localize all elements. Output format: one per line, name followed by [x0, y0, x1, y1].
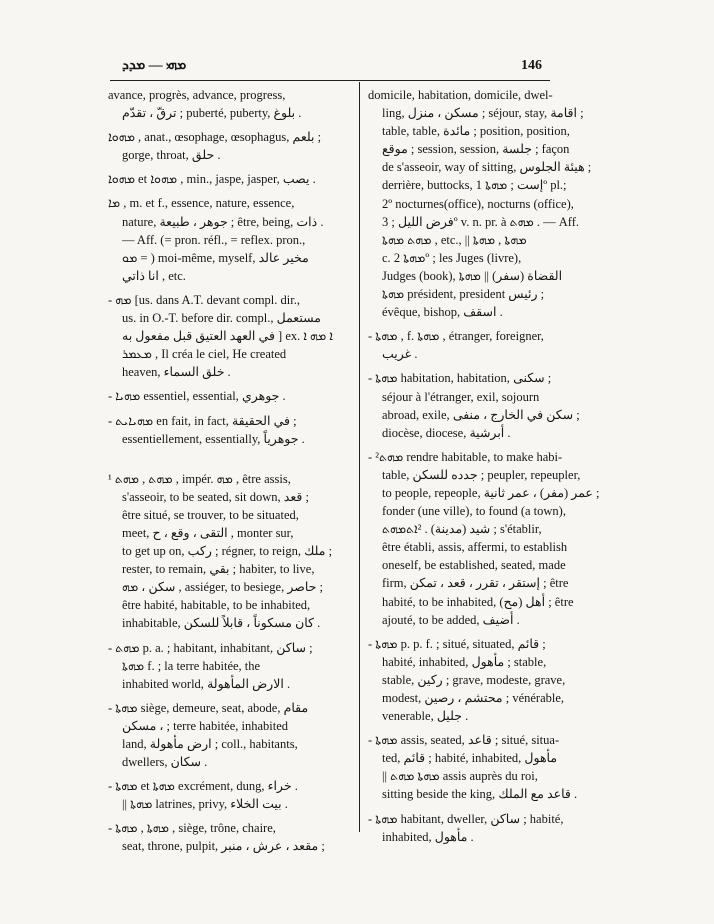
- entry-line: - ܡܗܬܐ habitation, habitation, سكنى ;: [368, 371, 552, 386]
- dictionary-entry: [108, 170, 344, 188]
- entry-line: seat, throne, pulpit, مقعد ، عرش ، منبر ;: [122, 839, 325, 854]
- entry-line: فرض الليل ; 3º v. n. pr. à ܡܗܬ . — Aff.: [382, 214, 580, 229]
- dictionary-entry: [368, 810, 604, 846]
- entry-line: - ܡܗܬܐ assis, seated, قاعد ; situé, situa-: [368, 733, 560, 748]
- entry-line: avance, progrès, advance, progress,: [108, 88, 286, 102]
- entry-line: - ܡܗܬ p. a. ; habitant, inhabitant, ساكن ;: [108, 640, 313, 655]
- entry-line: سكن ، ܡܗ , assiéger, to besiege, حاصر ;: [122, 580, 323, 595]
- entry-line: ܡܥܡܪ , Il créa le ciel, He created: [122, 347, 287, 362]
- entry-line: 2º nocturnes(office), nocturns (office),: [382, 196, 574, 211]
- dictionary-entry: [108, 699, 344, 771]
- dictionary-entry: [108, 819, 344, 855]
- entry-line: rester, to remain, بقي ; habiter, to live,: [122, 562, 315, 577]
- entry-line: gorge, throat, حلق .: [122, 148, 221, 163]
- dictionary-entry: [368, 635, 604, 725]
- entry-line: مسكن ، ; terre habitée, inhabited: [122, 718, 289, 733]
- entry-line: us. in O.-T. before dir. compl., مستعمل: [122, 311, 321, 326]
- entry-line: table, table, مائدة ; position, position,: [382, 124, 570, 139]
- dictionary-entry: [108, 777, 344, 813]
- dictionary-entry: [108, 639, 344, 693]
- dictionary-entry: [108, 128, 344, 164]
- entry-line: domicile, habitation, domicile, dwel-: [368, 88, 553, 102]
- entry-line: - ܡܗܬܐ siège, demeure, seat, abode, مقام: [108, 700, 309, 715]
- entry-line: nature, جوهر ، طبيعة ; être, being, ذات .: [122, 214, 324, 229]
- entry-line: || ܡܗܬܐ latrines, privy, بيت الخلاء .: [122, 797, 288, 812]
- entry-line: inhabited, مأهول .: [382, 829, 474, 844]
- entry-line: ܡܗܘܐ et ܡܗܘܐ , min., jaspe, jasper, يصب .: [108, 172, 316, 187]
- entry-line: - ܡܗܬܐ , f. ܡܗܬܐ , étranger, foreigner,: [368, 329, 544, 344]
- entry-line: abroad, exile, سكن في الخارج ، منفى ;: [382, 407, 580, 422]
- entry-line: table, جدده للسكن ; peupler, repeupler,: [382, 467, 581, 482]
- entry-line: modest, محتشم ، رصين ; vénérable,: [382, 691, 565, 705]
- entry-line: - ܡܗ [us. dans A.T. devant compl. dir.,: [108, 292, 300, 307]
- entry-line: être situé, se trouver, to be situated,: [122, 507, 299, 522]
- dictionary-entry: [108, 470, 344, 633]
- entry-line: derrière, buttocks, إست ; ܡܗܬܐ 1º pl.;: [382, 178, 567, 193]
- entry-line: to get up on, ركب ; régner, to reign, ملك ;: [122, 544, 333, 559]
- entry-line: habité, inhabited, مأهول ; stable,: [382, 654, 547, 669]
- entry-line: غريب .: [382, 347, 418, 362]
- entry-line: heaven, خلق السماء .: [122, 365, 231, 380]
- entry-line: être habité, habitable, to be inhabited,: [122, 598, 311, 613]
- dictionary-entry: [368, 369, 604, 441]
- entry-line: شيد (مدينة) . ²ܐܬܡܗܬ ; s'établir,: [382, 522, 542, 537]
- right-column: [368, 86, 604, 852]
- entry-line: diocèse, diocese, أبرشية .: [382, 425, 511, 440]
- entry-line: - ܡܗܬܐ habitant, dweller, ساكن ; habité,: [368, 811, 564, 826]
- dictionary-entry: [368, 327, 604, 363]
- entry-line: to people, repeople, عمر (مفر) ، عمر ثانية ;: [382, 485, 600, 500]
- entry-line: habité, to be inhabited, أهل (مح) ; être: [382, 594, 574, 609]
- entry-line: ܡܘ = ) moi-même, myself, مخير عالد: [122, 250, 309, 265]
- entry-line: oneself, be established, seated, made: [382, 558, 566, 573]
- entry-line: inhabited world, الارض المأهولة .: [122, 676, 291, 691]
- entry-line: évêque, bishop, اسقف .: [382, 305, 503, 320]
- entry-line: land, ارض مأهولة ; coll., habitants,: [122, 737, 298, 751]
- header-rule: [110, 80, 550, 81]
- entry-line: ܡܗܬ ܡܗܬܐ , etc., || ܡܗܬܐ , ܡܗܬܐ: [382, 232, 527, 247]
- entry-line: - ܡܗܝܐ essentiel, essential, جوهري .: [108, 389, 286, 404]
- entry-line: de s'asseoir, way of sitting, هيئة الجلوس ;: [382, 160, 592, 175]
- entry-line: firm, إستقر ، تقرر ، قعد ، تمكن ; être: [382, 576, 569, 591]
- entry-line: ܡܗܬܐ président, president رئيس ;: [382, 287, 545, 302]
- entry-line: — Aff. (= pron. réfl., = reflex. pron.,: [122, 232, 306, 247]
- entry-line: être établi, assis, affermi, to establish: [382, 540, 568, 555]
- entry-line: - ܡܗܬܐ et ܡܗܬܐ excrément, dung, خراء .: [108, 779, 298, 794]
- dictionary-entry: [368, 86, 604, 321]
- entry-line: s'asseoir, to be seated, sit down, قعد ;: [122, 489, 309, 504]
- entry-line: essentiellement, essentially, جوهرياً .: [122, 431, 305, 446]
- entry-line: séjour à l'étranger, exil, sojourn: [382, 389, 540, 404]
- entry-line: venerable, جليل .: [382, 709, 469, 724]
- entry-line: sitting beside the king, قاعد مع الملك .: [382, 787, 578, 802]
- left-column: [108, 86, 344, 862]
- dictionary-entry: [108, 291, 344, 381]
- entry-line: ling, مسكن ، منزل ; séjour, stay, اقامة ;: [382, 106, 584, 121]
- entry-line: ¹ ܡܗܬ , ܡܗܬ , impér. ܡܗ , être assis,: [108, 471, 291, 486]
- entry-line: ajouté, to be added, أضيف .: [382, 612, 520, 627]
- page-header: [110, 58, 550, 78]
- dictionary-entry: [368, 731, 604, 803]
- entry-line: - ܡܗܬܐ , ܡܗܬܐ , siège, trône, chaire,: [108, 821, 276, 836]
- entry-line: c. ܡܗܬܐ 2º ; les Juges (livre),: [382, 250, 522, 265]
- entry-line: - ܡܗܬܐ p. p. f. ; situé, situated, قائم ;: [368, 636, 546, 651]
- page-number: 146: [521, 58, 542, 73]
- entry-line: - ²ܡܗܬ rendre habitable, to make habi-: [368, 449, 563, 464]
- entry-line: inhabitable, كان مسكوناً ، قابلاً للسكن .: [122, 616, 321, 631]
- entry-line: - ܡܗܝܐܝܬ en fait, in fact, في الحقيقة ;: [108, 413, 297, 428]
- entry-line: ܡܗܘܐ , anat., œsophage, œsophagus, بلعم ;: [108, 130, 322, 145]
- entry-line: ܡܗܬܐ f. ; la terre habitée, the: [122, 658, 261, 673]
- entry-line: ترقّ ، تقدّم ; puberté, puberty, بلوغ .: [122, 106, 302, 121]
- entry-line: انا ذاتي , etc.: [122, 268, 186, 283]
- dictionary-entry: [368, 448, 604, 629]
- column-divider: [359, 82, 360, 832]
- entry-line: meet, التقى ، وقع ، ح , monter sur,: [122, 525, 294, 540]
- guide-words: ܡܗܝ — ܡܕܕ: [122, 58, 187, 73]
- entry-line: Judges (book), القضاة (سفر) || ܡܗܬܐ: [382, 268, 563, 283]
- entry-line: fonder (une ville), to found (a town),: [382, 504, 566, 519]
- dictionary-entry: [108, 387, 344, 405]
- entry-line: stable, ركين ; grave, modeste, grave,: [382, 672, 566, 687]
- dictionary-entry: [108, 194, 344, 284]
- entry-line: dwellers, سكان .: [122, 755, 208, 770]
- entry-line: في العهد العتيق قبل مفعول به ] ex. ܐ ܡܗ ܐ: [122, 329, 333, 344]
- entry-line: ted, قائم ; habité, inhabited, مأهول: [382, 751, 558, 766]
- dictionary-entry: [108, 412, 344, 448]
- entry-line: موقع ; session, session, جلسة ; façon: [382, 142, 570, 157]
- entry-line: ܡܐ , m. et f., essence, nature, essence,: [108, 196, 295, 211]
- entry-line: || ܡܗܬܐ ܡܗܬ assis auprès du roi,: [382, 769, 538, 784]
- dictionary-entry: [108, 86, 344, 122]
